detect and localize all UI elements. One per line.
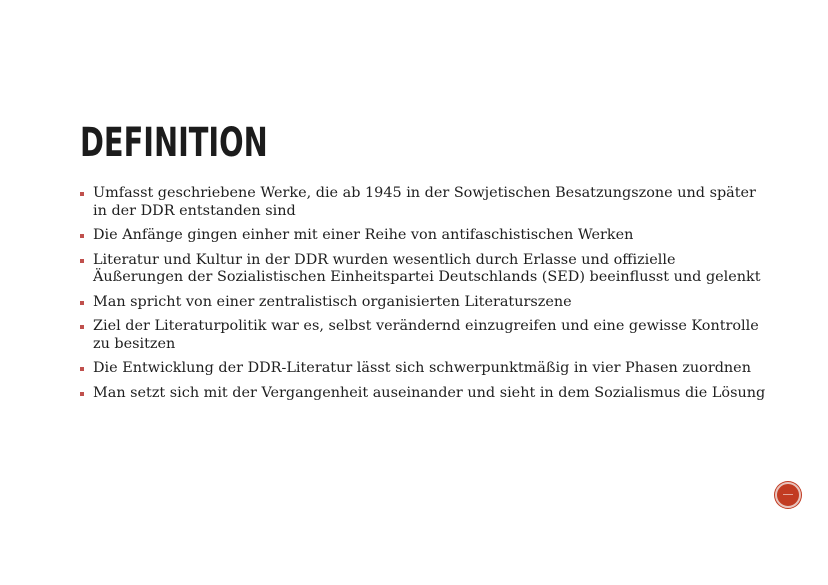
bullet-item	[80, 385, 770, 403]
bullet-list	[80, 185, 770, 409]
bullet-item	[80, 294, 770, 312]
bullet-text: Die Entwicklung der DDR-Literatur lässt sich schwerpunktmäßig in vier Phasen zuordnen	[93, 360, 751, 376]
bullet-square-icon	[80, 301, 84, 305]
next-slide-circle-icon	[783, 494, 793, 495]
slide-title: DEFINITION	[80, 120, 268, 166]
bullet-square-icon	[80, 192, 84, 196]
bullet-item	[80, 318, 770, 353]
bullet-square-icon	[80, 325, 84, 329]
bullet-square-icon	[80, 367, 84, 371]
bullet-item	[80, 185, 770, 220]
bullet-text: Umfasst geschriebene Werke, die ab 1945 in der Sowjetischen Besatzungszone und später in der DDR entstanden sind	[93, 185, 756, 219]
bullet-text: Man spricht von einer zentralistisch organisierten Literaturszene	[93, 293, 572, 310]
bullet-square-icon	[80, 259, 84, 263]
bullet-square-icon	[80, 234, 84, 238]
bullet-text: Die Anfänge gingen einher mit einer Reihe von antifaschistischen Werken	[93, 227, 634, 243]
bullet-item	[80, 227, 770, 245]
bullet-square-icon	[80, 392, 84, 396]
bullet-text: Ziel der Literaturpolitik war es, selbst verändernd einzugreifen und eine gewisse Kontrolle zu besitzen	[93, 318, 759, 352]
bullet-item	[80, 360, 770, 378]
bullet-item	[80, 252, 770, 287]
bullet-text: Literatur und Kultur in der DDR wurden wesentlich durch Erlasse und offizielle Äußerungen der Sozialistischen Einheitspartei Deutschlands (SED) beeinflusst und gelenkt	[93, 251, 761, 285]
next-slide-button[interactable]	[775, 482, 801, 508]
bullet-text: Man setzt sich mit der Vergangenheit auseinander und sieht in dem Sozialismus die Lösung	[93, 384, 766, 401]
